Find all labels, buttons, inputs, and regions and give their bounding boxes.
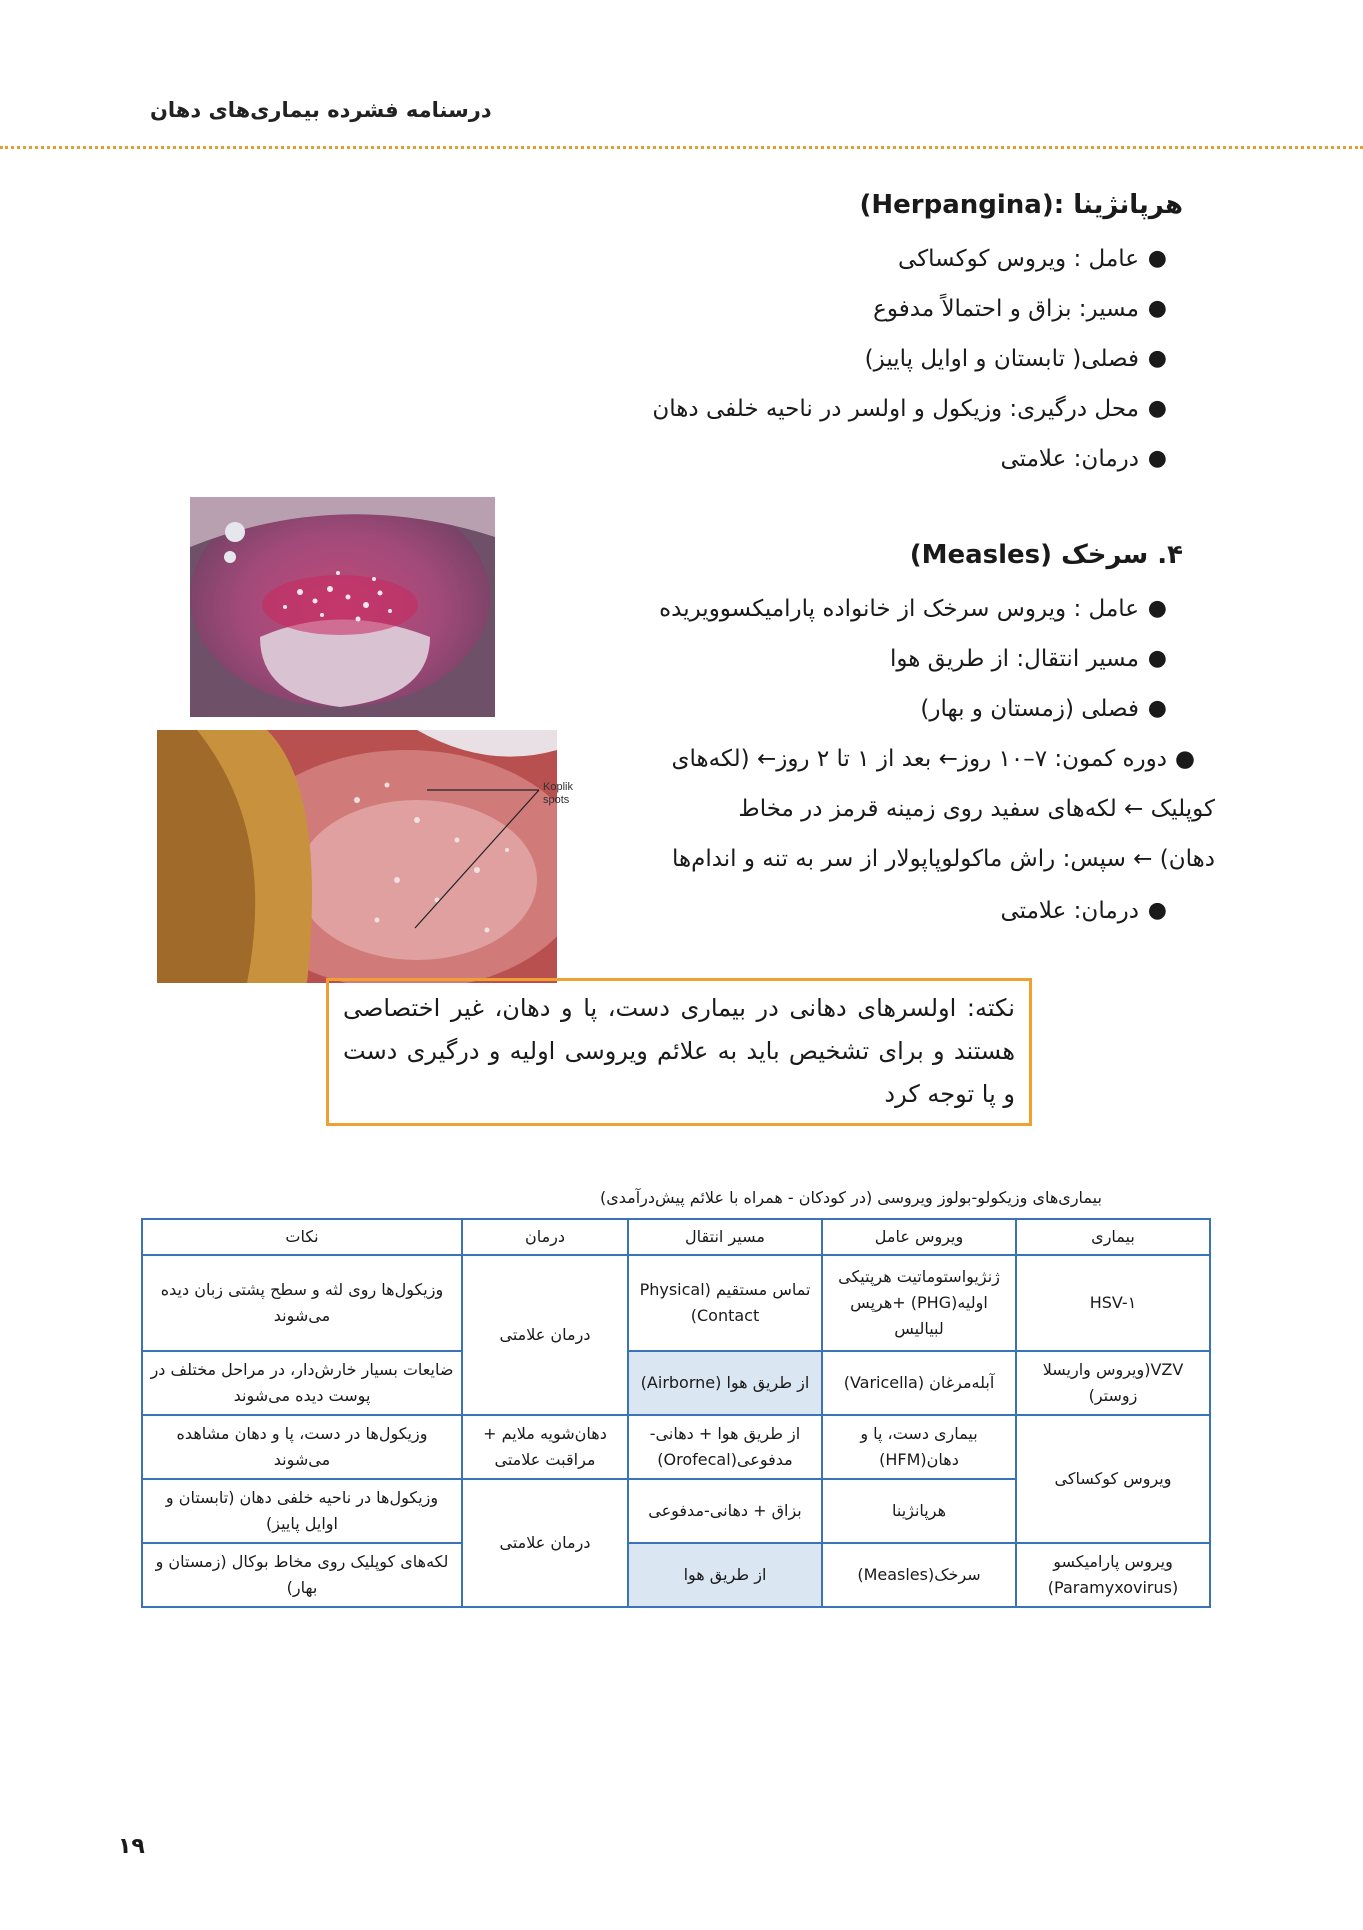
column-header: مسیر انتقال — [628, 1219, 822, 1255]
measles-treatment — [1000, 886, 1167, 936]
list-item: ● محل درگیری: وزیکول و اولسر در ناحیه خلفی دهان — [652, 396, 1167, 422]
measles-period-line1: ● دوره کمون: ۷–۱۰ روز← بعد از ۱ تا ۲ روز← (لکه‌های — [671, 746, 1195, 772]
page-number: ۱۹ — [118, 1834, 145, 1859]
table-cell: لکه‌های کوپلیک روی مخاط بوکال (زمستان و بهار) — [142, 1543, 462, 1607]
table-cell: HSV-۱ — [1016, 1255, 1210, 1351]
list-item: ● عامل : ویروس سرخک از خانواده پارامیکسوویریده — [659, 596, 1167, 622]
list-item: ● عامل : ویروس کوکساکی — [898, 246, 1167, 272]
note-text: نکته: اولسرهای دهانی در بیماری دست، پا و دهان، غیر اختصاصی هستند و برای تشخیص باید به علائم ویروسی اولیه و درگیری دست و پا توجه کرد — [343, 994, 1015, 1108]
table-cell: وزیکول‌ها در دست، پا و دهان مشاهده می‌شوند — [142, 1415, 462, 1479]
column-header: نکات — [142, 1219, 462, 1255]
table-cell: درمان علامتی — [462, 1255, 628, 1415]
table-cell: دهان‌شویه ملایم + مراقبت علامتی — [462, 1415, 628, 1479]
measles-bullets — [659, 584, 1167, 734]
table-row — [142, 1543, 1210, 1607]
table-cell: VZV(ویروس واریسلا زوستر) — [1016, 1351, 1210, 1415]
table-cell: وزیکول‌ها روی لثه و سطح پشتی زبان دیده می‌شوند — [142, 1255, 462, 1351]
table-cell: از طریق هوا — [628, 1543, 822, 1607]
table-cell: بزاق + دهانی-مدفوعی — [628, 1479, 822, 1543]
table-cell: ویروس کوکساکی — [1016, 1415, 1210, 1543]
header-divider — [0, 146, 1363, 149]
koplik-label-line1: Koplik — [543, 781, 573, 793]
table-row — [142, 1351, 1210, 1415]
table-cell: آبله‌مرغان (Varicella) — [822, 1351, 1016, 1415]
table-header-row — [142, 1219, 1210, 1255]
list-item: ● فصلی( تابستان و اوایل پاییز) — [864, 346, 1167, 372]
table-cell: از طریق هوا + دهانی- مدفوعی(Orofecal) — [628, 1415, 822, 1479]
measles-period-line2: کوپلیک ← لکه‌های سفید روی زمینه قرمز در مخاط — [738, 796, 1215, 822]
table-cell: ضایعات بسیار خارش‌دار، در مراحل مختلف در پوست دیده می‌شوند — [142, 1351, 462, 1415]
running-header: درسنامه فشرده بیماری‌های دهان — [150, 98, 492, 122]
note-box — [326, 978, 1032, 1126]
table-cell: سرخک(Measles) — [822, 1543, 1016, 1607]
list-item: ● مسیر انتقال: از طریق هوا — [889, 646, 1167, 672]
table-cell: بیماری دست، پا و دهان(HFM) — [822, 1415, 1016, 1479]
herpangina-title: هرپانژینا :(Herpangina) — [859, 190, 1183, 220]
table-cell: از طریق هوا (Airborne) — [628, 1351, 822, 1415]
herpangina-bullets — [652, 234, 1167, 484]
list-item: ● درمان: علامتی — [1000, 898, 1167, 924]
measles-title: ۴. سرخک (Measles) — [909, 540, 1183, 570]
table-row — [142, 1255, 1210, 1351]
table-cell: ژنژیواستوماتیت هرپتیکی اولیه(PHG) +هرپس لبیالیس — [822, 1255, 1016, 1351]
table-cell: تماس مستقیم (Physical Contact) — [628, 1255, 822, 1351]
table-cell: وزیکول‌ها در ناحیه خلفی دهان (تابستان و اوایل پاییز) — [142, 1479, 462, 1543]
list-item: ● مسیر: بزاق و احتمالاً مدفوع — [873, 296, 1167, 322]
list-item: ● فصلی (زمستان و بهار) — [920, 696, 1167, 722]
table-caption: بیماری‌های وزیکولو-بولوز ویروسی (در کودکان - همراه با علائم پیش‌درآمدی) — [600, 1188, 1102, 1207]
koplik-spots-photo — [157, 730, 592, 983]
table-cell: ویروس پارامیکسو (Paramyxovirus) — [1016, 1543, 1210, 1607]
table-cell: هرپانژینا — [822, 1479, 1016, 1543]
column-header: ویروس عامل — [822, 1219, 1016, 1255]
herpangina-photo — [190, 497, 495, 717]
measles-period-line3: دهان) ← سپس: راش ماکولوپاپولار از سر به تنه و اندام‌ها — [671, 846, 1215, 872]
list-item: ● درمان: علامتی — [1000, 446, 1167, 472]
column-header: بیماری — [1016, 1219, 1210, 1255]
disease-table — [141, 1218, 1211, 1608]
column-header: درمان — [462, 1219, 628, 1255]
table-row — [142, 1415, 1210, 1479]
table-cell: درمان علامتی — [462, 1479, 628, 1607]
koplik-label-line2: spots — [543, 794, 570, 806]
